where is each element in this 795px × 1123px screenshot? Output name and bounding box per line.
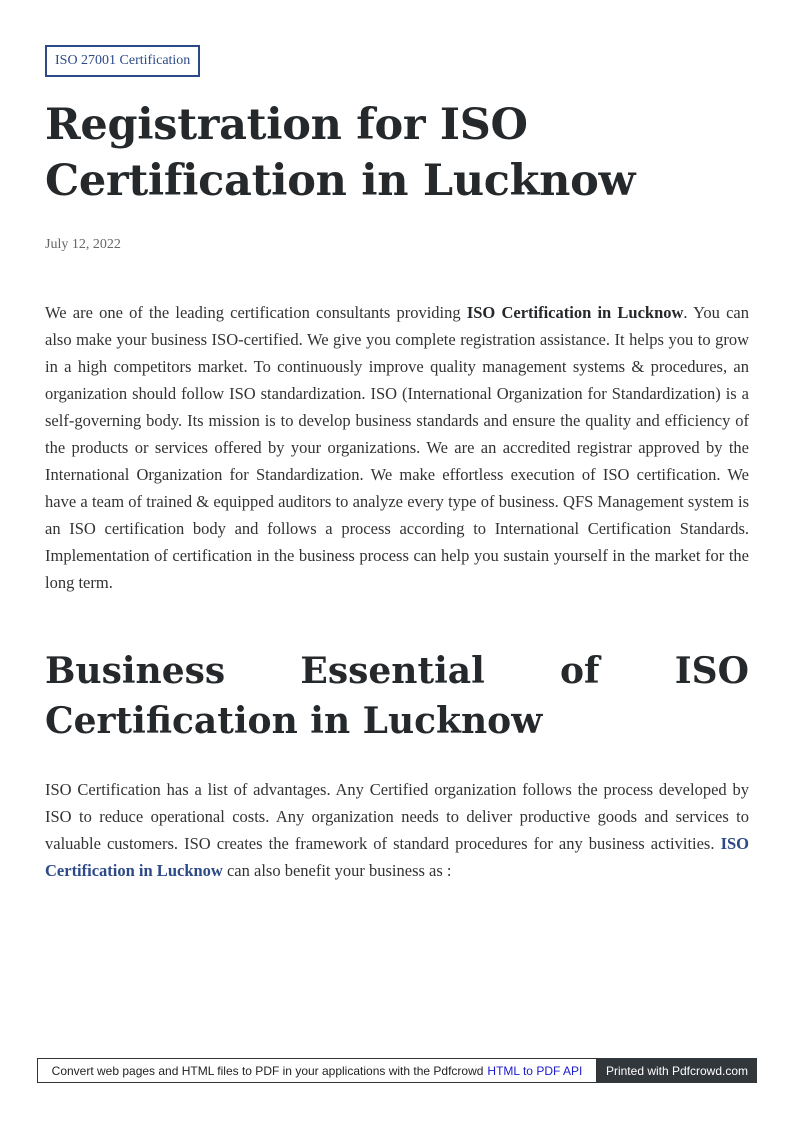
section-heading-word: of bbox=[560, 650, 600, 692]
section-heading-line1 bbox=[45, 646, 749, 696]
section-heading-line2: Certification in Lucknow bbox=[45, 700, 543, 742]
pdfcrowd-footer bbox=[37, 1058, 757, 1083]
intro-bold-keyword: ISO Certification in Lucknow bbox=[466, 303, 684, 322]
iso-certification-link[interactable]: ISO Certification in Lucknow bbox=[45, 834, 749, 880]
section-heading-word: Essential bbox=[300, 650, 485, 692]
section-heading bbox=[45, 646, 749, 746]
html-to-pdf-api-link[interactable]: HTML to PDF API bbox=[487, 1063, 583, 1078]
printed-with-pdfcrowd-link[interactable]: Printed with Pdfcrowd.com bbox=[597, 1058, 757, 1083]
post-title bbox=[45, 97, 749, 209]
footer-message bbox=[37, 1058, 597, 1083]
post-title-line1: Registration for ISO bbox=[45, 100, 528, 150]
footer-message-text: Convert web pages and HTML files to PDF in your applications with the Pdfcrowd bbox=[51, 1063, 484, 1078]
section-text-after: can also benefit your business as : bbox=[222, 861, 452, 880]
intro-text-before: We are one of the leading certification consultants providing bbox=[45, 303, 467, 322]
post-title-line2: Certification in Lucknow bbox=[45, 156, 636, 206]
section-paragraph bbox=[45, 776, 749, 884]
intro-paragraph bbox=[45, 299, 749, 596]
post-date: July 12, 2022 bbox=[45, 237, 121, 252]
section-text-before: ISO Certification has a list of advantages. Any Certified organization follows the process developed by ISO to reduce operational costs. Any organization needs to deliver productive goods and services to valuable customers. ISO creates the framework of standard procedures for any business activities. bbox=[45, 780, 749, 853]
intro-text-after: . You can also make your business ISO-certified. We give you complete registration assistance. It helps you to grow in a high competitors market. To continuously improve quality management systems & procedures, an organization should follow ISO standardization. ISO (International Organization for Standardization) is a self-governing body. Its mission is to develop business standards and ensure the quality and efficiency of the products or services offered by your organizations. We are an accredited registrar approved by the International Organization for Standardization. We make effortless execution of ISO certification. We have a team of trained & equipped auditors to analyze every type of business. QFS Management system is an ISO certification body and follows a process according to International Certification Standards. Implementation of certification in the business process can help you sustain yourself in the market for the long term. bbox=[45, 303, 749, 592]
section-heading-word: ISO bbox=[674, 650, 749, 692]
section-heading-word: Business bbox=[45, 650, 226, 692]
category-tag-link[interactable]: ISO 27001 Certification bbox=[45, 45, 200, 77]
article bbox=[45, 45, 749, 884]
